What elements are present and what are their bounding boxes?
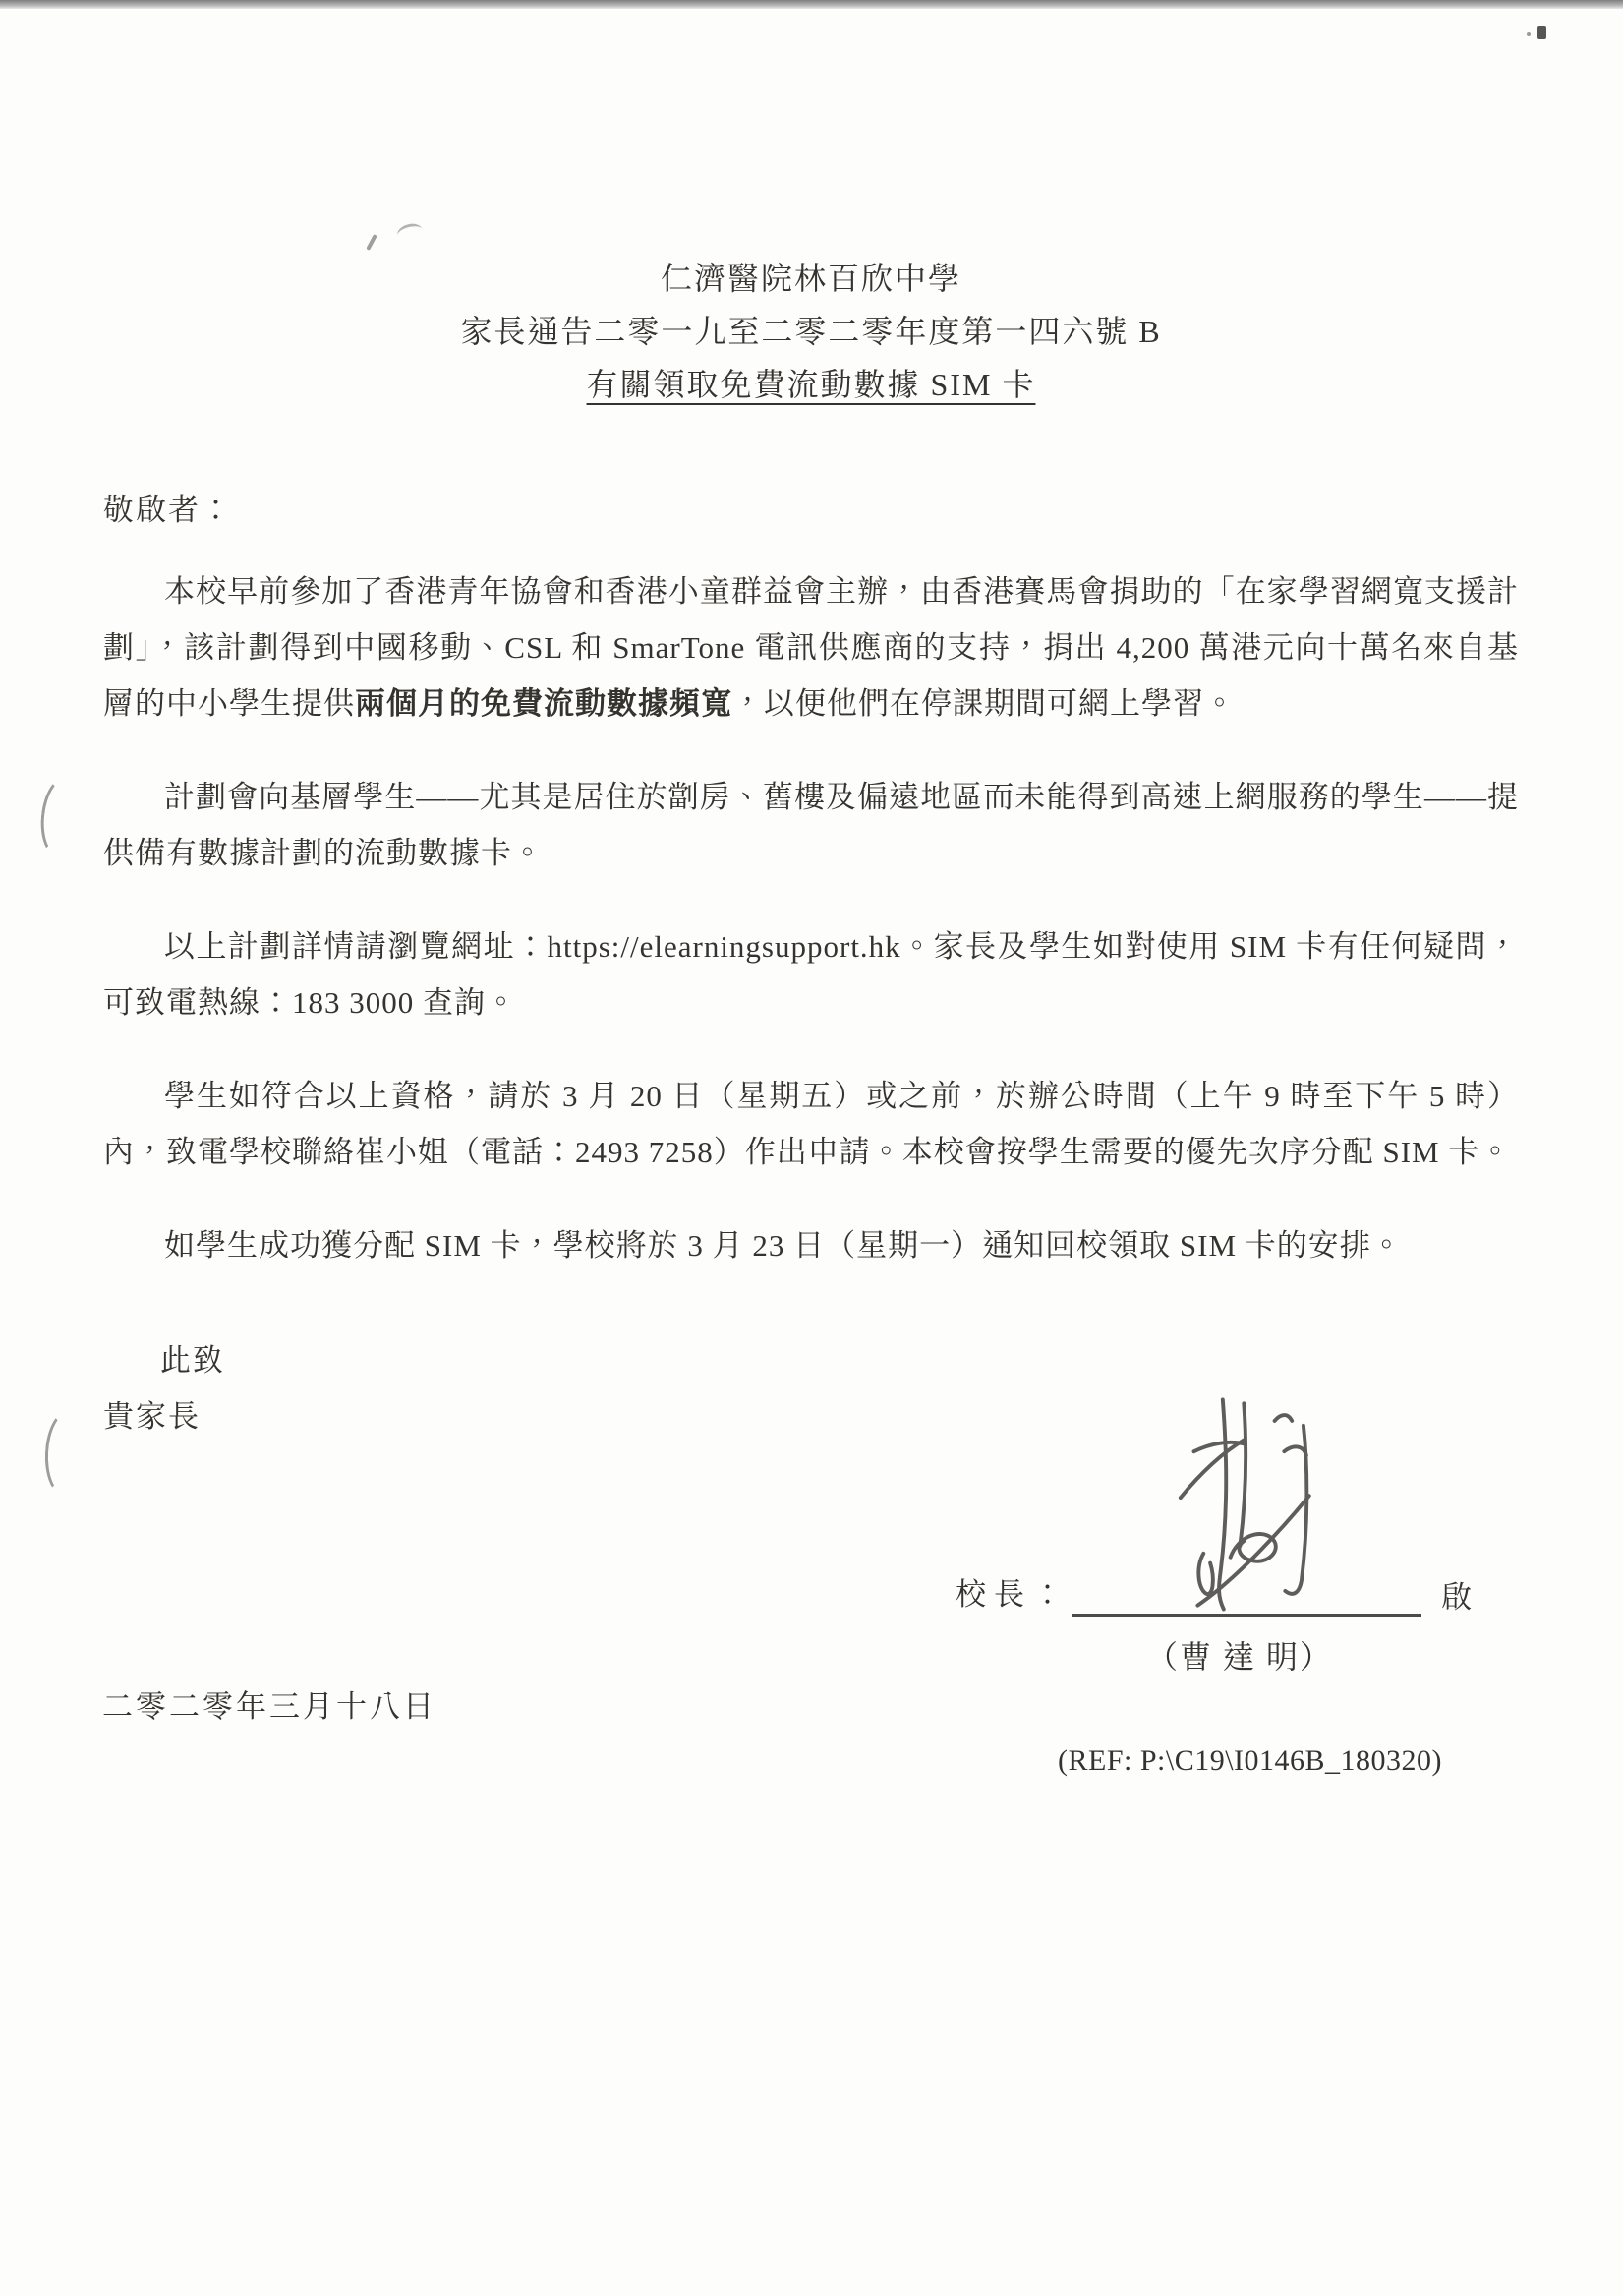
letter-content [103,0,1519,1444]
letter-subject: 有關領取免費流動數據 SIM 卡 [586,367,1036,402]
salutation: 敬啟者： [103,493,233,527]
closing-recipient: 貴家長 [103,1399,201,1434]
paragraph-1-text: 本校早前參加了香港青年協會和香港小童群益會主辦，由香港賽馬會捐助的「在家學習網寬支援計劃」，該計劃得到中國移動、CSL 和 SmarTone 電訊供應商的支持，捐出 4,200 萬港元向十萬名來自基層的中小學生提供 [103,574,1519,721]
handwritten-signature [1130,1388,1342,1617]
paragraph-5: 如學生成功獲分配 SIM 卡，學校將於 3 月 23 日（星期一）通知回校領取 SIM 卡的安排。 [164,1228,1403,1263]
reference-code: (REF: P:\C19\I0146B_180320) [1058,1744,1443,1777]
scan-crescent-artifact [43,1409,91,1498]
scan-crescent-artifact [37,775,87,859]
paragraph-1-bold-text: 兩個月的免費流動數據頻寬 [355,686,732,721]
letter-date: 二零二零年三月十八日 [102,1689,436,1724]
closing-salute: 此致 [160,1343,225,1378]
paragraph-2: 計劃會向基層學生——尤其是居住於劏房、舊樓及偏遠地區而未能得到高速上網服務的學生——提供備有數據計劃的流動數據卡。 [103,780,1519,870]
scan-blob-artifact [1537,26,1546,39]
school-name: 仁濟醫院林百欣中學 [660,261,961,296]
signature-suffix: 啟 [1441,1580,1472,1615]
principal-name: （曹 達 明） [1146,1639,1334,1675]
paragraph-1 [103,563,1519,732]
principal-label: 校長： [956,1577,1071,1612]
notice-number: 家長通告二零一九至二零二零年度第一四六號 B [460,314,1162,349]
paragraph-1-text: ，以便他們在停課期間可網上學習。 [732,686,1236,721]
paragraph-3: 以上計劃詳情請瀏覽網址：https://elearningsupport.hk。家長及學生如對使用 SIM 卡有任何疑問，可致電熱線：183 3000 查詢。 [103,929,1519,1020]
letter-header [103,252,1519,411]
scan-speck-artifact [1527,32,1531,36]
paragraph-4: 學生如符合以上資格，請於 3 月 20 日（星期五）或之前，於辦公時間（上午 9 時至下午 5 時）內，致電學校聯絡崔小姐（電話：2493 7258）作出申請。本校會按學生需要的優先次序分配 SIM 卡。 [103,1079,1519,1169]
